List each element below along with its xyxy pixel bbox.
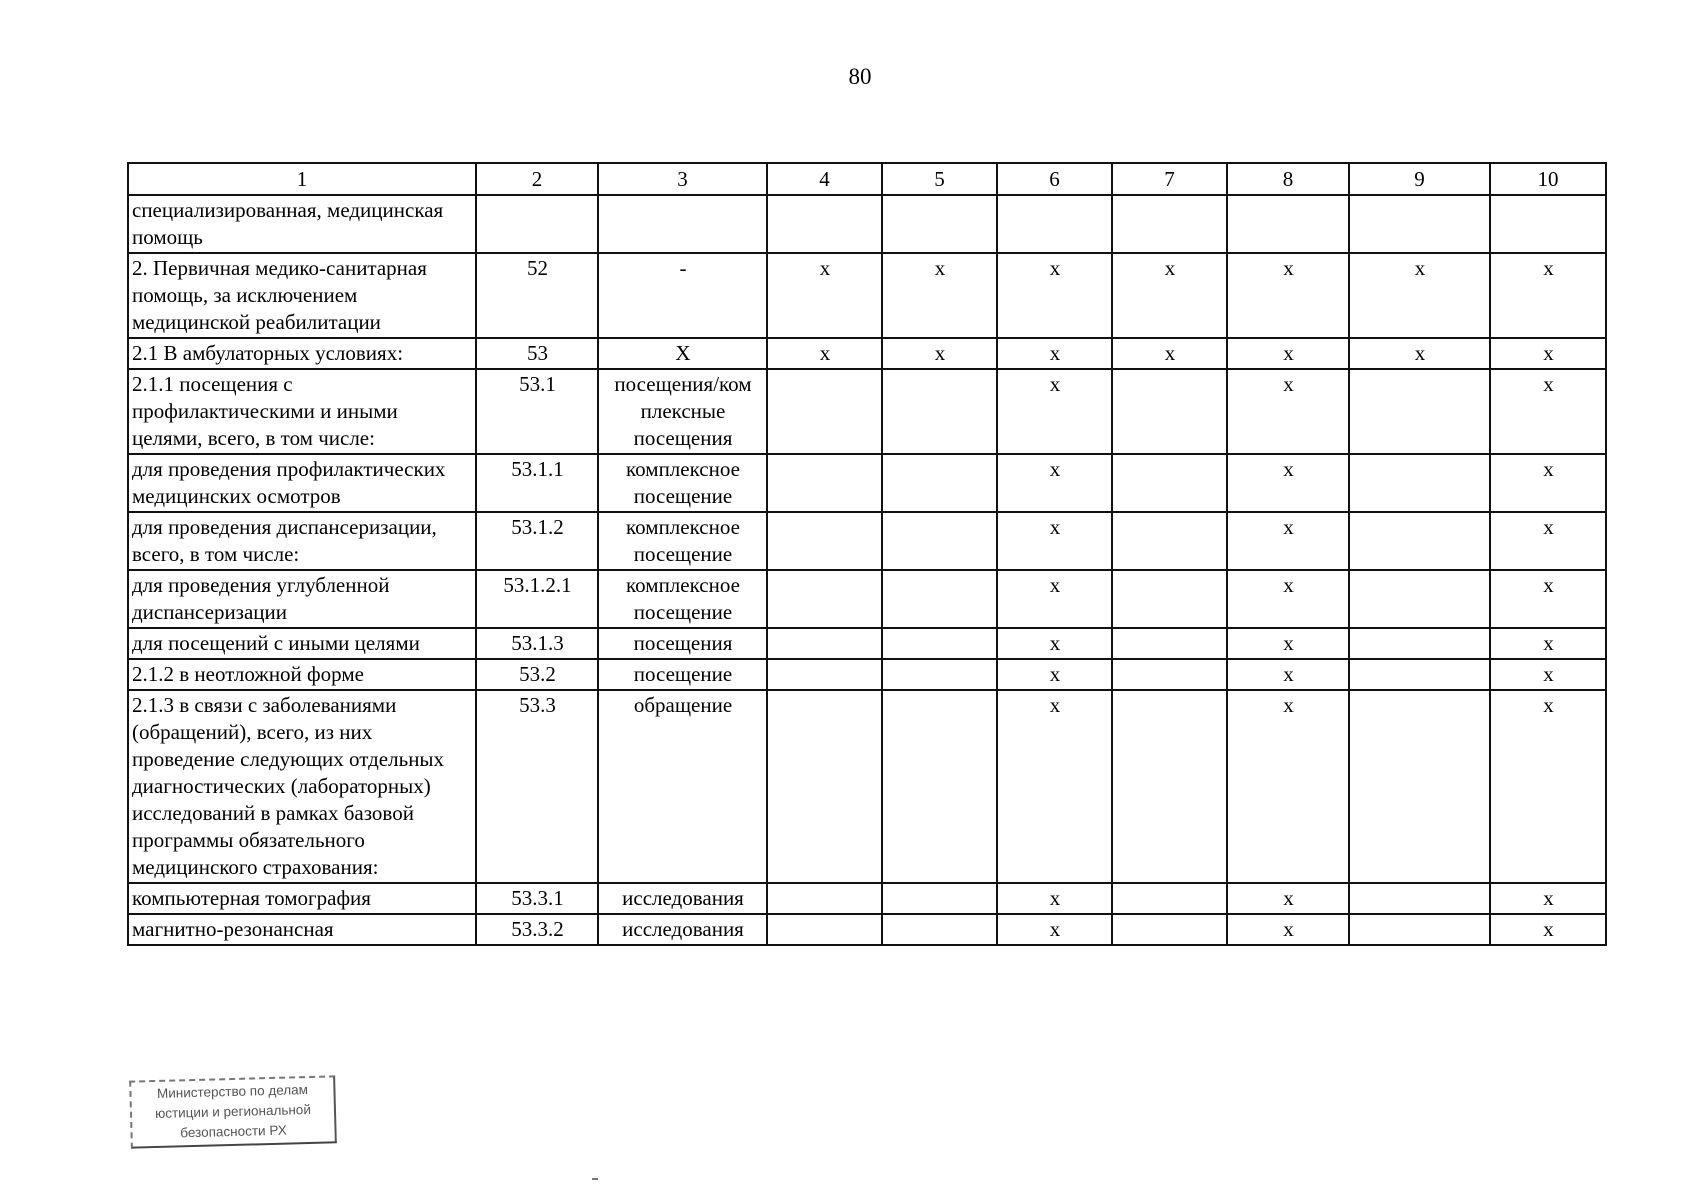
row-unit-cell: посещение	[598, 659, 767, 690]
table-row	[128, 369, 1606, 454]
row-value-cell: х	[1490, 512, 1606, 570]
row-value-cell: х	[997, 454, 1112, 512]
header-cell: 7	[1112, 163, 1227, 195]
row-code-cell: 53.1	[476, 369, 598, 454]
row-value-cell: х	[997, 570, 1112, 628]
header-cell: 2	[476, 163, 598, 195]
row-code-cell	[476, 195, 598, 253]
row-value-cell	[767, 883, 882, 914]
table-row	[128, 253, 1606, 338]
row-value-cell: х	[882, 338, 997, 369]
table-row	[128, 454, 1606, 512]
row-unit-cell	[598, 195, 767, 253]
row-value-cell	[767, 570, 882, 628]
row-value-cell: х	[1227, 512, 1349, 570]
row-unit-cell: посещения	[598, 628, 767, 659]
row-code-cell: 53.1.2.1	[476, 570, 598, 628]
row-value-cell: х	[997, 628, 1112, 659]
row-unit-cell: -	[598, 253, 767, 338]
row-unit-cell: исследования	[598, 914, 767, 945]
row-code-cell: 53.3.2	[476, 914, 598, 945]
row-value-cell	[1112, 454, 1227, 512]
table-row	[128, 512, 1606, 570]
row-code-cell: 53.1.1	[476, 454, 598, 512]
row-value-cell	[1349, 628, 1490, 659]
row-value-cell	[1349, 883, 1490, 914]
row-unit-cell: комплексное посещение	[598, 512, 767, 570]
table-row	[128, 338, 1606, 369]
row-code-cell: 53.2	[476, 659, 598, 690]
row-name-cell: для проведения диспансеризации, всего, в том числе:	[128, 512, 476, 570]
row-value-cell: х	[997, 369, 1112, 454]
row-value-cell	[882, 570, 997, 628]
row-name-cell: для проведения профилактических медицинских осмотров	[128, 454, 476, 512]
row-value-cell	[767, 690, 882, 883]
row-name-cell: 2.1.2 в неотложной форме	[128, 659, 476, 690]
row-value-cell	[1349, 914, 1490, 945]
header-cell: 1	[128, 163, 476, 195]
row-value-cell: х	[1490, 338, 1606, 369]
row-value-cell	[882, 914, 997, 945]
row-code-cell: 53.1.2	[476, 512, 598, 570]
row-value-cell: х	[1349, 338, 1490, 369]
row-value-cell	[882, 195, 997, 253]
row-name-cell: для проведения углубленной диспансеризации	[128, 570, 476, 628]
row-value-cell	[767, 628, 882, 659]
table-row	[128, 690, 1606, 883]
row-name-cell: 2. Первичная медико-санитарная помощь, за исключением медицинской реабилитации	[128, 253, 476, 338]
row-value-cell	[767, 195, 882, 253]
row-value-cell	[767, 914, 882, 945]
stamp-line: Министерство по делам	[156, 1082, 309, 1101]
row-value-cell: х	[997, 253, 1112, 338]
row-value-cell	[1349, 512, 1490, 570]
row-value-cell	[1349, 690, 1490, 883]
stamp-line: юстиции и региональной	[154, 1101, 312, 1122]
row-code-cell: 52	[476, 253, 598, 338]
row-value-cell	[1112, 369, 1227, 454]
row-value-cell	[1112, 628, 1227, 659]
table-row	[128, 570, 1606, 628]
row-value-cell: х	[1227, 659, 1349, 690]
row-value-cell	[767, 659, 882, 690]
row-value-cell: х	[1490, 454, 1606, 512]
row-value-cell: х	[1490, 570, 1606, 628]
header-cell: 9	[1349, 163, 1490, 195]
row-name-cell: 2.1.3 в связи с заболеваниями (обращений), всего, из них проведение следующих отдельных диагностических (лабораторных) исследований в рамках базовой программы обязательного медицинского страхования:	[128, 690, 476, 883]
row-value-cell	[1112, 659, 1227, 690]
ministry-stamp	[129, 1075, 337, 1148]
row-code-cell: 53.3	[476, 690, 598, 883]
row-value-cell	[1112, 512, 1227, 570]
row-value-cell	[1349, 195, 1490, 253]
row-code-cell: 53.1.3	[476, 628, 598, 659]
row-value-cell: х	[1227, 628, 1349, 659]
page-number: 80	[848, 64, 872, 89]
row-value-cell: х	[767, 338, 882, 369]
row-value-cell	[1112, 883, 1227, 914]
row-code-cell: 53	[476, 338, 598, 369]
row-value-cell	[882, 659, 997, 690]
row-value-cell: х	[997, 883, 1112, 914]
row-value-cell: х	[997, 690, 1112, 883]
row-value-cell	[1349, 369, 1490, 454]
row-value-cell	[1227, 195, 1349, 253]
scan-speck	[592, 1178, 598, 1180]
header-cell: 3	[598, 163, 767, 195]
row-value-cell	[1112, 690, 1227, 883]
row-value-cell: х	[1490, 914, 1606, 945]
header-cell: 8	[1227, 163, 1349, 195]
row-unit-cell: комплексное посещение	[598, 570, 767, 628]
header-cell: 6	[997, 163, 1112, 195]
header-cell: 4	[767, 163, 882, 195]
row-value-cell: х	[1490, 628, 1606, 659]
stamp-line: безопасности РХ	[180, 1122, 287, 1141]
table-row	[128, 883, 1606, 914]
row-name-cell: 2.1 В амбулаторных условиях:	[128, 338, 476, 369]
table-header-row	[128, 163, 1606, 195]
row-value-cell	[1349, 659, 1490, 690]
row-value-cell: х	[1227, 883, 1349, 914]
row-name-cell: специализированная, медицинская помощь	[128, 195, 476, 253]
row-value-cell	[1349, 570, 1490, 628]
row-value-cell: х	[767, 253, 882, 338]
row-unit-cell: посещения/ком плексные посещения	[598, 369, 767, 454]
row-value-cell: х	[1227, 338, 1349, 369]
row-value-cell: х	[1227, 570, 1349, 628]
row-value-cell	[882, 512, 997, 570]
table-row	[128, 914, 1606, 945]
row-value-cell	[882, 883, 997, 914]
row-name-cell: 2.1.1 посещения с профилактическими и иными целями, всего, в том числе:	[128, 369, 476, 454]
row-value-cell	[1112, 570, 1227, 628]
row-value-cell: х	[1227, 690, 1349, 883]
header-cell: 10	[1490, 163, 1606, 195]
row-name-cell: для посещений с иными целями	[128, 628, 476, 659]
row-value-cell: х	[1112, 338, 1227, 369]
row-value-cell: х	[997, 338, 1112, 369]
row-unit-cell: обращение	[598, 690, 767, 883]
row-value-cell	[767, 369, 882, 454]
row-unit-cell: комплексное посещение	[598, 454, 767, 512]
row-value-cell: х	[882, 253, 997, 338]
row-value-cell	[1349, 454, 1490, 512]
row-value-cell: х	[1112, 253, 1227, 338]
table-row	[128, 628, 1606, 659]
row-value-cell: х	[1490, 659, 1606, 690]
row-value-cell	[767, 512, 882, 570]
row-value-cell: х	[997, 512, 1112, 570]
data-table	[127, 162, 1607, 946]
row-value-cell: х	[1349, 253, 1490, 338]
row-value-cell	[882, 628, 997, 659]
row-value-cell	[882, 454, 997, 512]
row-value-cell: х	[1490, 690, 1606, 883]
row-value-cell	[882, 690, 997, 883]
table-row	[128, 195, 1606, 253]
row-value-cell: х	[1227, 253, 1349, 338]
row-name-cell: компьютерная томография	[128, 883, 476, 914]
row-value-cell: х	[1227, 914, 1349, 945]
row-value-cell: х	[1490, 253, 1606, 338]
row-unit-cell: X	[598, 338, 767, 369]
row-code-cell: 53.3.1	[476, 883, 598, 914]
row-value-cell: х	[1490, 883, 1606, 914]
row-value-cell: х	[1227, 454, 1349, 512]
row-value-cell: х	[1490, 369, 1606, 454]
table-row	[128, 659, 1606, 690]
row-value-cell: х	[997, 659, 1112, 690]
row-value-cell	[1490, 195, 1606, 253]
row-value-cell: х	[997, 914, 1112, 945]
row-unit-cell: исследования	[598, 883, 767, 914]
row-value-cell	[1112, 195, 1227, 253]
row-value-cell	[767, 454, 882, 512]
row-value-cell	[997, 195, 1112, 253]
row-name-cell: магнитно-резонансная	[128, 914, 476, 945]
row-value-cell	[1112, 914, 1227, 945]
header-cell: 5	[882, 163, 997, 195]
row-value-cell	[882, 369, 997, 454]
row-value-cell: х	[1227, 369, 1349, 454]
